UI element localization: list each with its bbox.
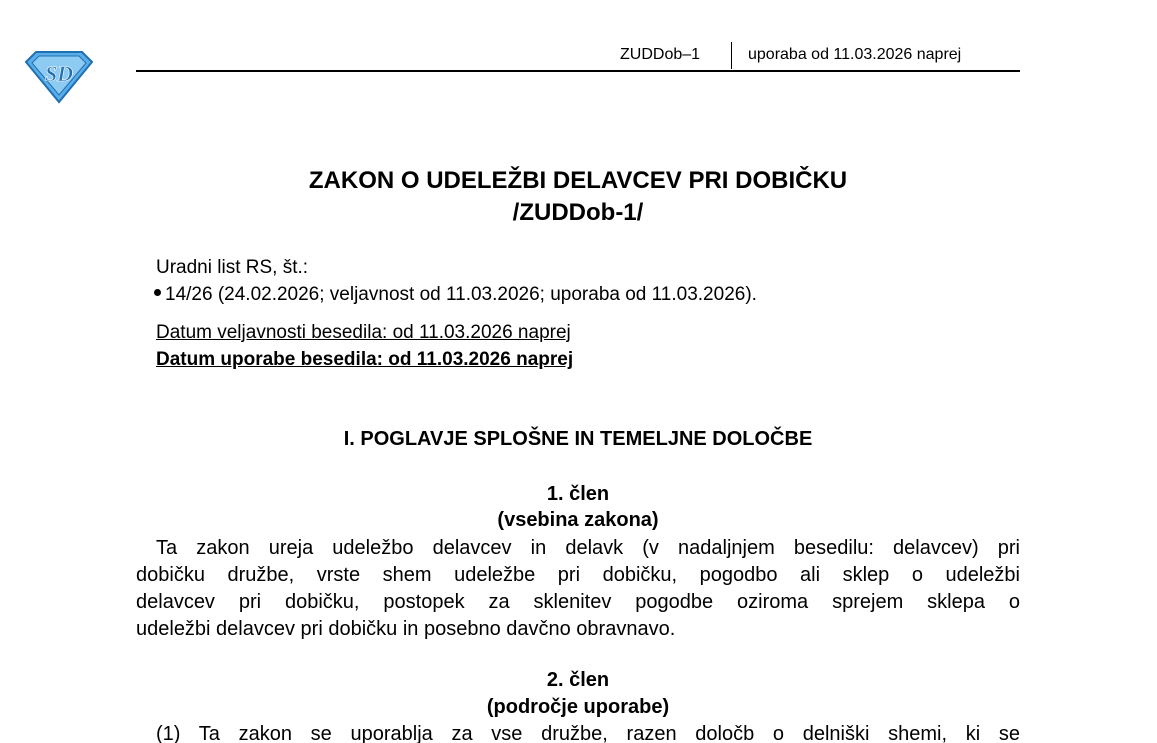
header-rule [136, 70, 1020, 72]
article-2-name: (področje uporabe) [486, 696, 670, 718]
usage-date: Datum uporabe besedila: od 11.03.2026 naprej [156, 349, 574, 370]
article-1-name: (vsebina zakona) [497, 509, 659, 531]
law-abbreviation: /ZUDDob-1/ [512, 199, 644, 226]
article-1-number: 1. člen [546, 483, 610, 505]
chapter-title: I. POGLAVJE SPLOŠNE IN TEMELJNE DOLOČBE [343, 428, 813, 450]
validity-date: Datum veljavnosti besedila: od 11.03.2026 naprej [156, 322, 571, 343]
article-2-number: 2. člen [546, 669, 610, 691]
article-1-line: udeležbi delavcev pri dobičku in posebno davčno obravnavo. [136, 618, 676, 640]
publisher-logo-icon [22, 48, 96, 104]
article-1-line: delavcev pri dobičku, postopek za sklenitev pogodbe oziroma sprejem sklepa o [136, 591, 1020, 613]
article-1-text [136, 535, 1020, 643]
law-title: ZAKON O UDELEŽBI DELAVCEV PRI DOBIČKU [308, 167, 848, 194]
article-1-line: dobičku družbe, vrste shem udeležbe pri dobičku, pogodbo ali sklep o udeležbi [136, 564, 1020, 586]
bullet-icon [154, 289, 161, 296]
article-2-text [136, 721, 1020, 743]
gazette-entry-text: 14/26 (24.02.2026; veljavnost od 11.03.2026; uporaba od 11.03.2026). [165, 284, 757, 305]
article-2-line: (1) Ta zakon se uporablja za vse družbe, razen določb o delniški shemi, ki se [156, 723, 1020, 743]
article-1-line: Ta zakon ureja udeležbo delavcev in delavk (v nadaljnjem besedilu: delavcev) pri [156, 537, 1020, 559]
header-abbreviation: ZUDDob–1 [620, 46, 701, 63]
gazette-label: Uradni list RS, št.: [156, 257, 309, 278]
header-usage-date: uporaba od 11.03.2026 naprej [748, 46, 962, 63]
header-separator [731, 42, 732, 69]
svg-text:SD: SD [44, 61, 74, 86]
gazette-entry [154, 283, 757, 307]
